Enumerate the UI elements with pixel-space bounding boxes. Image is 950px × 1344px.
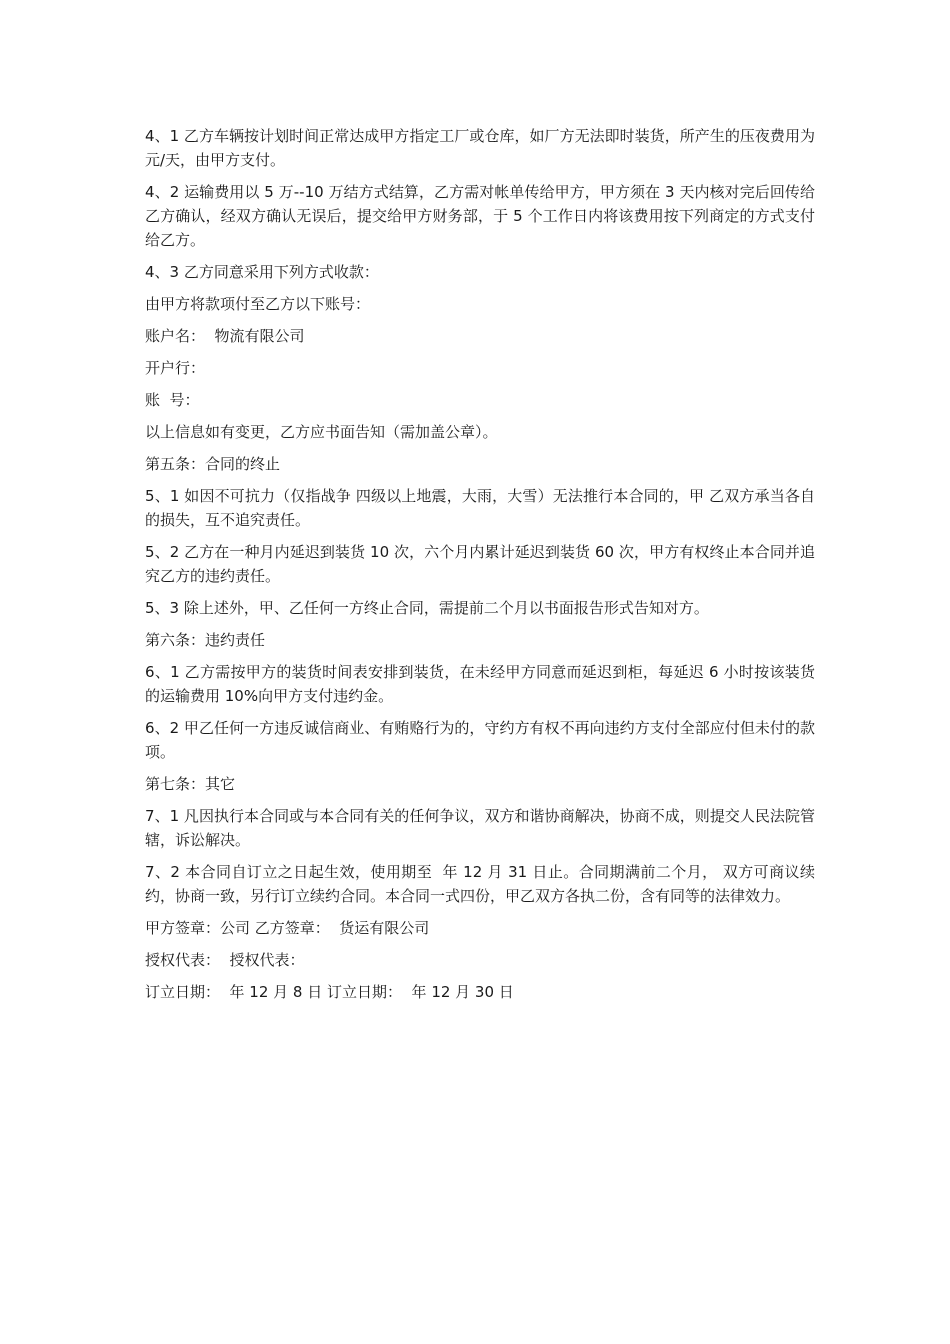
signing-date-line: 订立日期： 年 12 月 8 日 订立日期： 年 12 月 30 日: [145, 983, 514, 1001]
clause-6-2: 6、2 甲乙任何一方违反诚信商业、有贿赂行为的，守约方有权不再向违约方支付全部应付但未付的款项。: [145, 719, 815, 761]
clause-4-3: 4、3 乙方同意采用下列方式收款：: [145, 263, 379, 281]
clause-5-3: 5、3 除上述外，甲、乙任何一方终止合同，需提前二个月以书面报告形式告知对方。: [145, 599, 709, 617]
clause-6-1: 6、1 乙方需按甲方的装货时间表安排到装货，在未经甲方同意而延迟到柜，每延迟 6 小时按该装货的运输费用 10%向甲方支付违约金。: [145, 663, 815, 705]
clause-4-1: 4、1 乙方车辆按计划时间正常达成甲方指定工厂或仓库，如厂方无法即时装货，所产生的压夜费用为 元/天，由甲方支付。: [145, 127, 825, 169]
signature-line: 甲方签章：公司 乙方签章： 货运有限公司: [145, 919, 430, 937]
document-body: [145, 124, 825, 1012]
authorized-rep-line: 授权代表： 授权代表：: [145, 951, 305, 969]
account-number: 账 号：: [145, 391, 200, 409]
section-5-heading: 第五条：合同的终止: [145, 455, 281, 473]
section-7-heading: 第七条：其它: [145, 775, 236, 793]
payment-instruction: 由甲方将款项付至乙方以下账号：: [145, 295, 371, 313]
clause-4-2: 4、2 运输费用以 5 万--10 万结方式结算，乙方需对帐单传给甲方，甲方须在 3 天内核对完后回传给乙方确认，经双方确认无误后，提交给甲方财务部，于 5 个工作日内将该费用按下列商定的方式支付给乙方。: [145, 183, 815, 249]
clause-7-2: 7、2 本合同自订立之日起生效，使用期至 年 12 月 31 日止。合同期满前二个月， 双方可商议续约，协商一致，另行订立续约合同。本合同一式四份，甲乙双方各执二份，含有同等的法律效力。: [145, 863, 815, 905]
clause-7-1: 7、1 凡因执行本合同或与本合同有关的任何争议，双方和谐协商解决，协商不成，则提交人民法院管辖，诉讼解决。: [145, 807, 815, 849]
account-name: 账户名： 物流有限公司: [145, 327, 305, 345]
clause-5-1: 5、1 如因不可抗力（仅指战争 四级以上地震，大雨，大雪）无法推行本合同的，甲 乙双方承当各自的损失，互不追究责任。: [145, 487, 815, 529]
section-6-heading: 第六条：违约责任: [145, 631, 266, 649]
bank-name: 开户行：: [145, 359, 206, 377]
clause-5-2: 5、2 乙方在一种月内延迟到装货 10 次，六个月内累计延迟到装货 60 次，甲方有权终止本合同并追究乙方的违约责任。: [145, 543, 815, 585]
info-change-notice: 以上信息如有变更，乙方应书面告知（需加盖公章）。: [145, 423, 498, 441]
